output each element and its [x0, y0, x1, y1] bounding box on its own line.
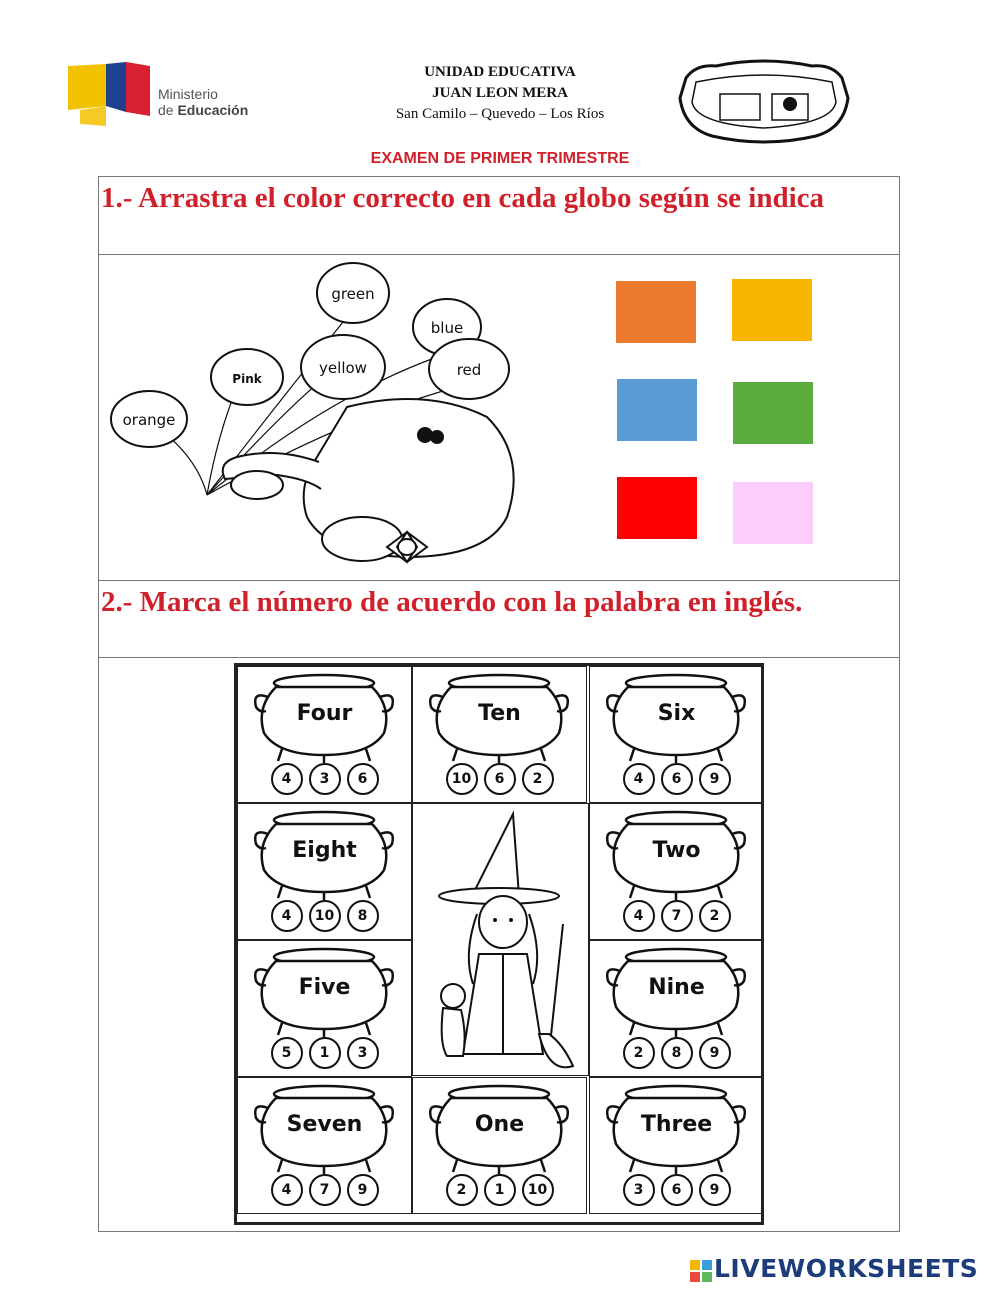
number-options [590, 763, 763, 795]
liveworksheets-icon [690, 1260, 712, 1282]
number-option[interactable]: 1 [309, 1037, 341, 1069]
swatch-red[interactable] [617, 477, 697, 539]
number-option[interactable]: 4 [623, 763, 655, 795]
swatch-yellow[interactable] [732, 279, 812, 341]
cauldron-cell-eight [237, 803, 412, 940]
number-option[interactable]: 1 [484, 1174, 516, 1206]
cauldron-cell-seven [237, 1077, 412, 1214]
number-options [413, 763, 586, 795]
school-line3: San Camilo – Quevedo – Los Ríos [395, 106, 605, 122]
number-option[interactable]: 9 [699, 1037, 731, 1069]
number-option[interactable]: 8 [661, 1037, 693, 1069]
cauldron-word: Three [640, 1112, 713, 1137]
swatch-pink[interactable] [733, 482, 813, 544]
cauldron-word: Four [296, 701, 353, 726]
number-option[interactable]: 10 [309, 900, 341, 932]
cauldron-word: Nine [648, 975, 705, 1000]
number-option[interactable]: 4 [271, 1174, 303, 1206]
ministry-logo [66, 60, 266, 130]
number-options [590, 1037, 763, 1069]
number-options [238, 1037, 411, 1069]
number-option[interactable]: 6 [484, 763, 516, 795]
cauldron-cell-three [589, 1077, 764, 1214]
cauldron-word: One [474, 1112, 525, 1137]
balloon-label-blue: blue [430, 319, 464, 337]
number-option[interactable]: 7 [309, 1174, 341, 1206]
number-options [590, 900, 763, 932]
number-option[interactable]: 4 [271, 900, 303, 932]
cauldron-word: Two [652, 838, 701, 863]
number-option[interactable]: 2 [623, 1037, 655, 1069]
number-option[interactable]: 3 [309, 763, 341, 795]
row-divider [99, 254, 899, 255]
number-option[interactable]: 3 [347, 1037, 379, 1069]
row-divider [99, 580, 899, 581]
cauldron-cell-four [237, 666, 412, 803]
number-option[interactable]: 10 [446, 763, 478, 795]
ministry-line2-prefix: de [158, 102, 178, 118]
cauldron-cell-one [412, 1077, 587, 1214]
number-option[interactable]: 8 [347, 900, 379, 932]
number-option[interactable]: 9 [699, 1174, 731, 1206]
ministry-line2-bold: Educación [177, 102, 249, 118]
cauldron-cell-nine [589, 940, 764, 1077]
ministry-flag-icon [66, 60, 156, 130]
witch-illustration [412, 803, 589, 1076]
cauldron-cell-six [589, 666, 764, 803]
balloon-label-orange: orange [122, 411, 176, 429]
number-option[interactable]: 6 [661, 763, 693, 795]
liveworksheets-logo [690, 1254, 990, 1286]
number-options [238, 763, 411, 795]
number-option[interactable]: 7 [661, 900, 693, 932]
balloon-label-red: red [456, 361, 482, 379]
number-options [238, 1174, 411, 1206]
cauldron-cell-ten [412, 666, 587, 803]
question1-title: 1.- Arrastra el color correcto en cada globo según se indica [101, 182, 825, 214]
school-line2: JUAN LEON MERA [432, 85, 568, 101]
number-option[interactable]: 6 [347, 763, 379, 795]
row-divider [99, 657, 899, 658]
number-option[interactable]: 6 [661, 1174, 693, 1206]
worksheet-table [98, 176, 900, 1232]
number-option[interactable]: 5 [271, 1037, 303, 1069]
exam-title: EXAMEN DE PRIMER TRIMESTRE [370, 150, 630, 167]
number-option[interactable]: 9 [347, 1174, 379, 1206]
swatch-blue[interactable] [617, 379, 697, 441]
cauldron-word: Five [298, 975, 351, 1000]
balloon-label-green: green [331, 285, 375, 303]
elephant-balloons-image [107, 257, 537, 575]
balloon-label-pink: Pink [232, 372, 262, 386]
cauldron-grid [234, 663, 764, 1225]
cauldron-cell-two [589, 803, 764, 940]
ministry-line1: Ministerio [158, 86, 218, 102]
number-option[interactable]: 4 [271, 763, 303, 795]
school-seal [676, 58, 852, 144]
cauldron-word: Seven [286, 1112, 363, 1137]
number-option[interactable]: 4 [623, 900, 655, 932]
cauldron-word: Eight [292, 838, 357, 863]
number-option[interactable]: 10 [522, 1174, 554, 1206]
number-option[interactable]: 3 [623, 1174, 655, 1206]
number-options [413, 1174, 586, 1206]
cauldron-word: Ten [478, 701, 521, 726]
swatch-green[interactable] [733, 382, 813, 444]
school-line1: UNIDAD EDUCATIVA [424, 64, 576, 80]
liveworksheets-brand: LIVEWORKSHEETS [714, 1254, 979, 1283]
number-options [590, 1174, 763, 1206]
school-header [320, 62, 680, 125]
number-options [238, 900, 411, 932]
question2-title: 2.- Marca el número de acuerdo con la palabra en inglés. [101, 586, 803, 618]
cauldron-word: Six [657, 701, 696, 726]
number-option[interactable]: 2 [446, 1174, 478, 1206]
number-option[interactable]: 2 [522, 763, 554, 795]
swatch-orange[interactable] [616, 281, 696, 343]
number-option[interactable]: 2 [699, 900, 731, 932]
number-option[interactable]: 9 [699, 763, 731, 795]
balloon-label-yellow: yellow [319, 359, 367, 377]
cauldron-cell-five [237, 940, 412, 1077]
